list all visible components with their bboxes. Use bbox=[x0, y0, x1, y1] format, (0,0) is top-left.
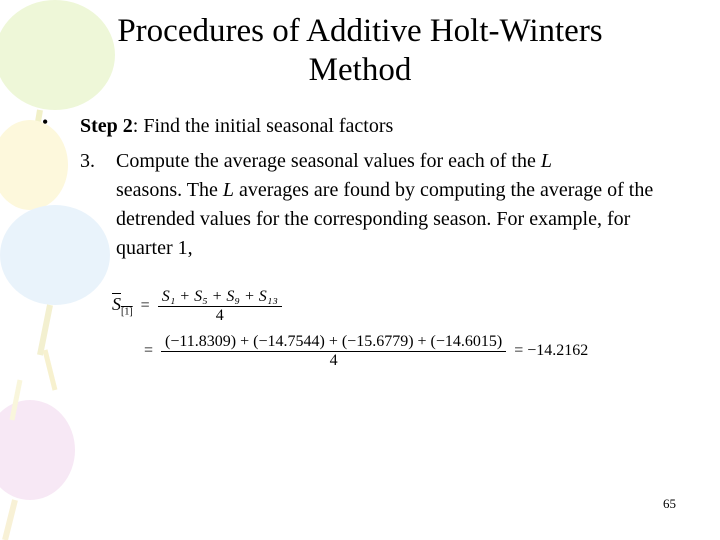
formula-lhs-sub: [1] bbox=[121, 306, 133, 318]
page-number: 65 bbox=[663, 496, 676, 511]
fraction-1-numerator: S₁ + S₅ + S₉ + S₁₃ bbox=[161, 288, 278, 305]
slide-title bbox=[60, 12, 660, 90]
step-label: Step 2 bbox=[80, 115, 133, 137]
item-text-part-2: seasons. The bbox=[116, 179, 223, 201]
seasonal-average-formula bbox=[112, 288, 588, 370]
fraction-2-numerator: (−11.8309) + (−14.7544) + (−15.6779) + (−14.6015) bbox=[165, 333, 503, 350]
formula-fraction-1 bbox=[158, 288, 282, 325]
title-line-1: Procedures of Additive Holt-Winters bbox=[117, 13, 603, 49]
formula-line-2 bbox=[144, 333, 588, 370]
item-var-2: L bbox=[222, 179, 234, 201]
formula-result: = −14.2162 bbox=[514, 342, 589, 360]
item-number: 3. bbox=[80, 150, 95, 172]
step-text: : Find the initial seasonal factors bbox=[132, 115, 394, 137]
item-text-part-3: averages are found by computing the average of the detrended values for the corresponding season. For example, for quarter 1, bbox=[116, 179, 654, 259]
bullet-symbol: • bbox=[42, 112, 49, 132]
item-var-1: L bbox=[540, 150, 552, 172]
formula-equals: = bbox=[140, 297, 150, 315]
fraction-2-denominator: 4 bbox=[329, 352, 338, 369]
item-text bbox=[116, 147, 670, 263]
formula-line-1 bbox=[112, 288, 588, 325]
list-item bbox=[80, 147, 670, 263]
formula-lhs-symbol: S bbox=[112, 294, 121, 315]
step-heading bbox=[80, 112, 393, 141]
formula-lhs bbox=[112, 294, 133, 318]
fraction-1-denominator: 4 bbox=[215, 307, 224, 324]
title-line-2: Method bbox=[308, 52, 412, 88]
formula-fraction-2 bbox=[161, 333, 506, 370]
item-text-part-1: Compute the average seasonal values for each of the bbox=[116, 150, 541, 172]
formula-equals-2: = bbox=[144, 342, 154, 360]
